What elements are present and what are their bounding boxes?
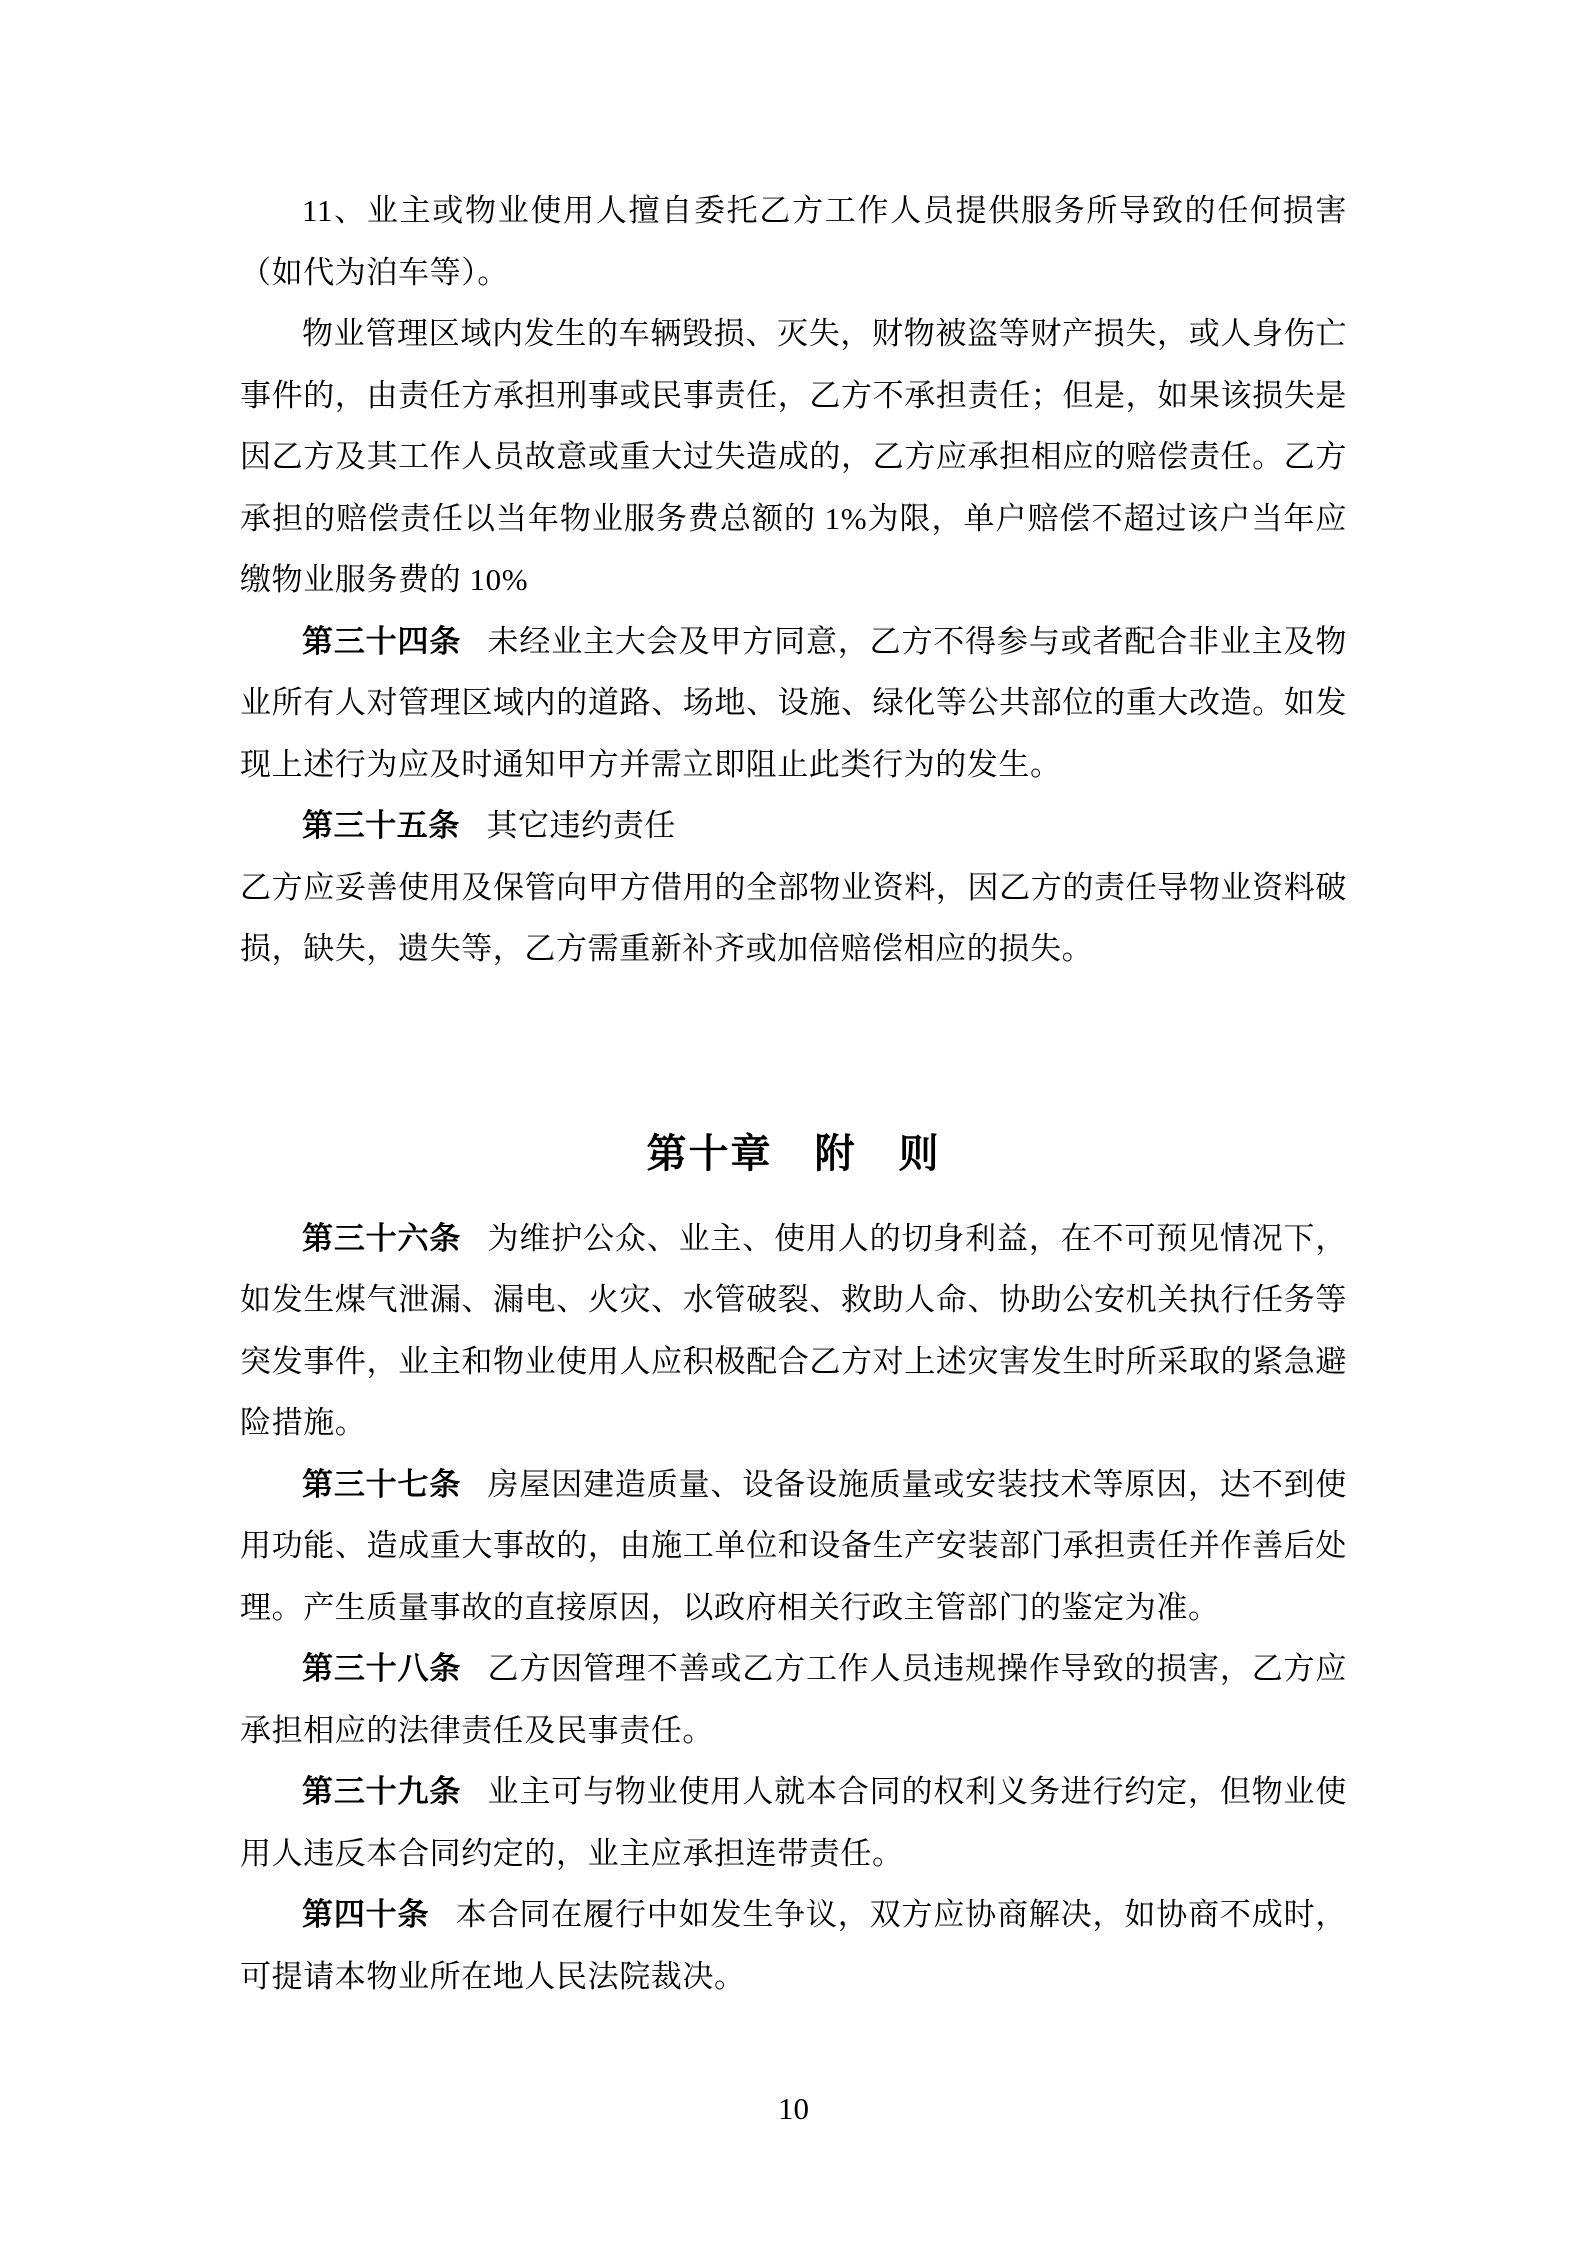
paragraph-text: 未经业主大会及甲方同意，乙方不得参与或者配合非业主及物业所有人对管理区域内的道路、场地、设施、绿化等公共部位的重大改造。如发现上述行为应及时通知甲方并需立即阻止此类行为的发生。 <box>240 623 1347 782</box>
paragraph-text: 其它违约责任 <box>486 808 676 843</box>
paragraph-text: 11、业主或物业使用人擅自委托乙方工作人员提供服务所导致的任何损害（如代为泊车等）。 <box>240 193 1347 290</box>
paragraph-text: 为维护公众、业主、使用人的切身利益，在不可预见情况下，如发生煤气泄漏、漏电、火灾、水管破裂、救助人命、协助公安机关执行任务等突发事件，业主和物业使用人应积极配合乙方对上述灾害发生时所采取的紧急避险措施。 <box>240 1220 1347 1440</box>
paragraph-text: 乙方应妥善使用及保管向甲方借用的全部物业资料，因乙方的责任导物业资料破损，缺失，遗失等，乙方需重新补齐或加倍赔偿相应的损失。 <box>240 869 1347 966</box>
paragraph-materials-liability <box>240 857 1347 980</box>
paragraph-text: 物业管理区域内发生的车辆毁损、灭失，财物被盗等财产损失，或人身伤亡事件的，由责任方承担刑事或民事责任，乙方不承担责任；但是，如果该损失是因乙方及其工作人员故意或重大过失造成的，乙方应承担相应的赔偿责任。乙方承担的赔偿责任以当年物业服务费总额的 1%为限，单户赔偿不超过该户当年应缴物业服务费的 10% <box>240 316 1347 597</box>
paragraph-clause-40 <box>240 1884 1347 2007</box>
clause-number: 第三十八条 <box>302 1651 462 1686</box>
paragraph-clause-34 <box>240 611 1347 796</box>
paragraph-clause-38 <box>240 1638 1347 1761</box>
paragraph-property-loss <box>240 303 1347 611</box>
paragraph-clause-35 <box>240 795 1347 857</box>
paragraph-text: 业主可与物业使用人就本合同的权利义务进行约定，但物业使用人违反本合同约定的，业主应承担连带责任。 <box>240 1774 1347 1871</box>
clause-number: 第三十九条 <box>302 1774 462 1809</box>
paragraph-text: 本合同在履行中如发生争议，双方应协商解决，如协商不成时，可提请本物业所在地人民法院裁决。 <box>240 1897 1348 1994</box>
clause-number: 第三十六条 <box>302 1220 462 1256</box>
paragraph-damage-item-11 <box>240 180 1347 303</box>
paragraph-clause-39 <box>240 1761 1347 1884</box>
clause-number: 第四十条 <box>302 1897 430 1932</box>
chapter-heading: 第十章 附 则 <box>646 1130 941 1176</box>
clause-number: 第三十五条 <box>302 808 460 843</box>
paragraph-clause-36 <box>240 1208 1347 1454</box>
clause-number: 第三十四条 <box>302 623 462 659</box>
paragraph-clause-37 <box>240 1454 1347 1639</box>
paragraph-text: 房屋因建造质量、设备设施质量或安装技术等原因，达不到使用功能、造成重大事故的，由施工单位和设备生产安装部门承担责任并作善后处理。产生质量事故的直接原因，以政府相关行政主管部门的鉴定为准。 <box>240 1466 1347 1625</box>
clause-number: 第三十七条 <box>302 1466 462 1502</box>
paragraph-text: 乙方因管理不善或乙方工作人员违规操作导致的损害，乙方应承担相应的法律责任及民事责任。 <box>240 1651 1347 1748</box>
page-number: 10 <box>778 2091 809 2126</box>
